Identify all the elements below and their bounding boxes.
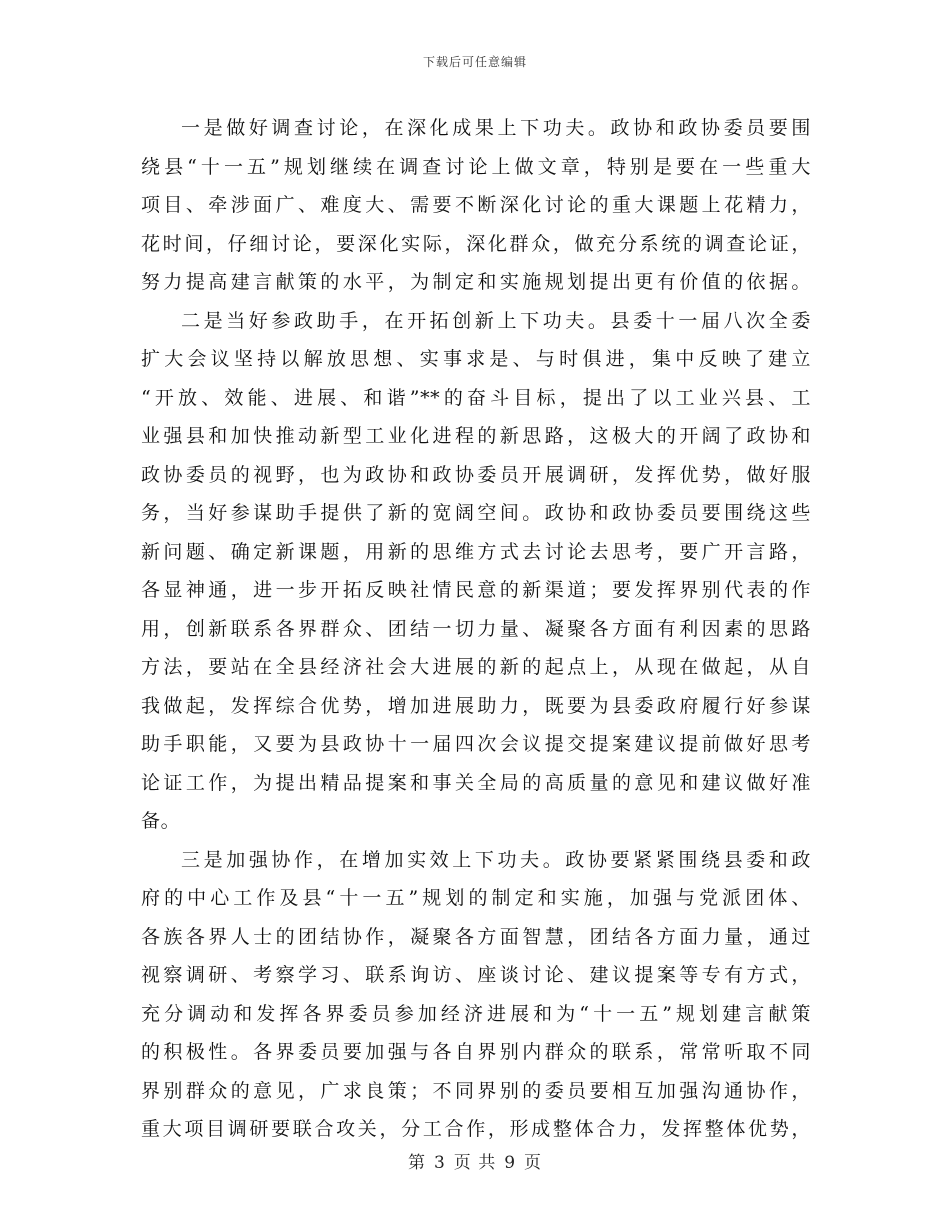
page-header: 下载后可任意编辑 bbox=[422, 55, 527, 69]
text-line: “开放、效能、进展、和谐”**的奋斗目标，提出了以工业兴县、工 bbox=[141, 386, 811, 409]
text-line: 扩大会议坚持以解放思想、实事求是、与时俱进，集中反映了建立 bbox=[141, 348, 811, 370]
text-line: 的积极性。各界委员要加强与各自界别内群众的联系，常常听取不同 bbox=[141, 1041, 811, 1063]
text-line: 界别群众的意见，广求良策；不同界别的委员要相互加强沟通协作， bbox=[141, 1079, 811, 1102]
text-line: 花时间，仔细讨论，要深化实际，深化群众，做充分系统的调查论证， bbox=[141, 232, 811, 255]
text-line: 一是做好调查讨论，在深化成果上下功夫。政协和政协委员要围 bbox=[181, 117, 811, 139]
text-line: 视察调研、考察学习、联系询访、座谈讨论、建议提案等专有方式， bbox=[141, 964, 811, 986]
footer-total-pages: 9 bbox=[504, 1153, 517, 1173]
text-line: 府的中心工作及县“十一五”规划的制定和实施，加强与党派团体、 bbox=[141, 887, 811, 909]
text-line: 备。 bbox=[141, 810, 181, 832]
text-line: 我做起，发挥综合优势，增加进展助力，既要为县委政府履行好参谋 bbox=[141, 694, 811, 717]
page-footer bbox=[0, 1148, 950, 1173]
text-line: 方法，要站在全县经济社会大进展的新的起点上，从现在做起，从自 bbox=[141, 656, 811, 678]
text-line: 项目、牵涉面广、难度大、需要不断深化讨论的重大课题上花精力， bbox=[141, 194, 811, 216]
text-line: 努力提高建言献策的水平，为制定和实施规划提出更有价值的依据。 bbox=[141, 271, 811, 293]
text-line: 政协委员的视野，也为政协和政协委员开展调研，发挥优势，做好服 bbox=[141, 463, 811, 486]
text-line: 绕县“十一五”规划继续在调查讨论上做文章，特别是要在一些重大 bbox=[141, 155, 811, 178]
document-body bbox=[141, 109, 811, 1149]
footer-page-number: 3 bbox=[433, 1153, 446, 1173]
text-line: 论证工作，为提出精品提案和事关全局的高质量的意见和建议做好准 bbox=[141, 771, 811, 794]
text-line: 重大项目调研要联合攻关，分工合作，形成整体合力，发挥整体优势， bbox=[141, 1118, 811, 1140]
text-line: 用，创新联系各界群众、团结一切力量、凝聚各方面有利因素的思路 bbox=[141, 617, 811, 640]
text-line: 务，当好参谋助手提供了新的宽阔空间。政协和政协委员要围绕这些 bbox=[141, 502, 811, 524]
text-line: 二是当好参政助手，在开拓创新上下功夫。县委十一届八次全委 bbox=[181, 309, 811, 332]
text-line: 各显神通，进一步开拓反映社情民意的新渠道；要发挥界别代表的作 bbox=[141, 579, 811, 601]
text-line: 新问题、确定新课题，用新的思维方式去讨论去思考，要广开言路， bbox=[141, 540, 811, 563]
footer-mid: 页 共 bbox=[453, 1153, 497, 1173]
text-line: 充分调动和发挥各界委员参加经济进展和为“十一五”规划建言献策 bbox=[141, 1002, 811, 1025]
footer-suffix: 页 bbox=[524, 1153, 543, 1173]
text-line: 业强县和加快推动新型工业化进程的新思路，这极大的开阔了政协和 bbox=[141, 425, 811, 447]
text-line: 助手职能，又要为县政协十一届四次会议提交提案建议提前做好思考 bbox=[141, 733, 811, 755]
footer-prefix: 第 bbox=[407, 1153, 426, 1173]
text-line: 各族各界人士的团结协作，凝聚各方面智慧，团结各方面力量，通过 bbox=[141, 925, 811, 948]
text-line: 三是加强协作，在增加实效上下功夫。政协要紧紧围绕县委和政 bbox=[181, 848, 811, 871]
